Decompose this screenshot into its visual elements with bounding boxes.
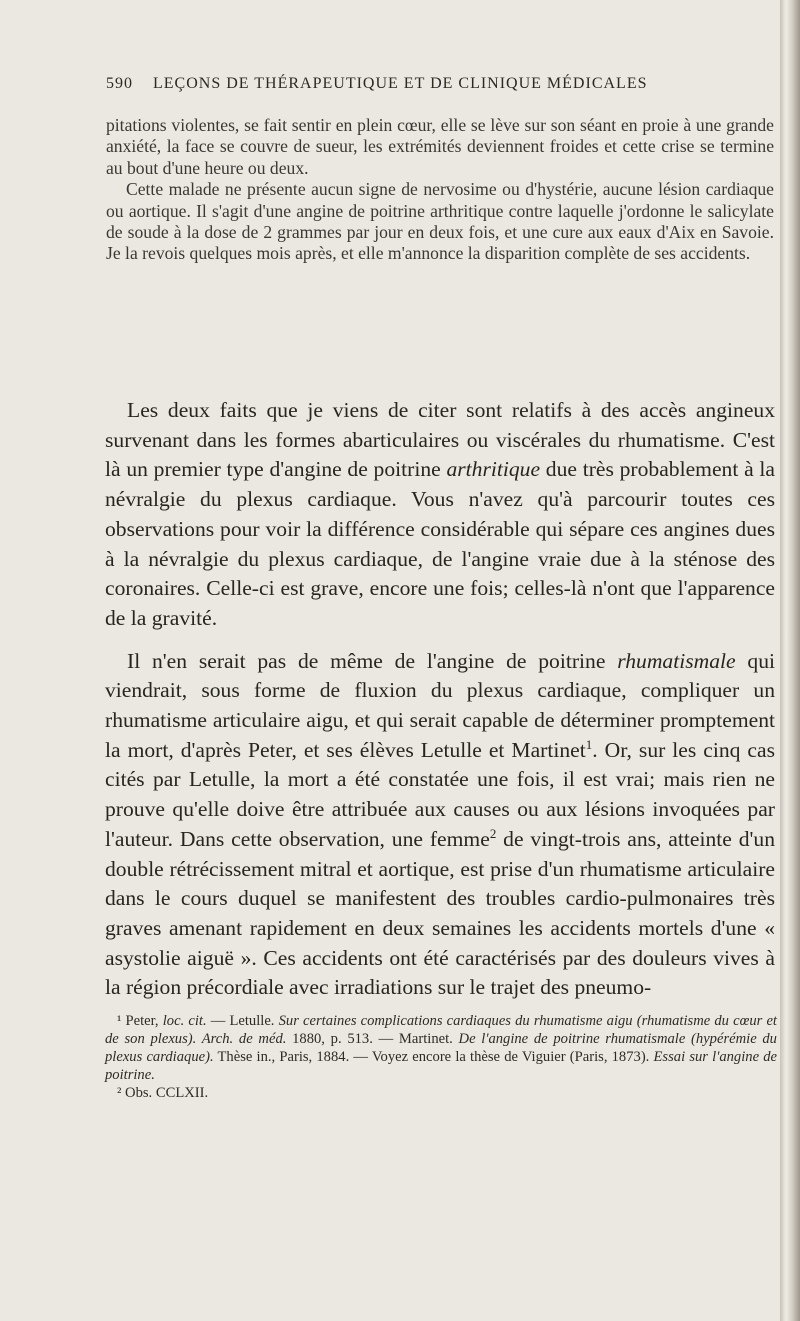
footnote-1-marker: ¹: [117, 1013, 122, 1029]
footnote-1-italic-d: Essai sur l'angine de poitrine.: [105, 1049, 777, 1083]
running-title: LEÇONS DE THÉRAPEUTIQUE ET DE CLINIQUE MÉDICALES: [153, 75, 648, 92]
page-edge: [780, 0, 800, 1321]
small-paragraph-2: Cette malade ne présente aucun signe de nervosime ou d'hystérie, aucune lésion cardiaque ou aortique. Il s'agit d'une angine de poitrine arthritique contre laquelle j'ordonne le salicylate de soude à la dose de 2 grammes par jour en deux fois, et une cure aux eaux d'Aix en Savoie. Je la revois quelques mois après, et elle m'annonce la disparition complète de ses accidents.: [106, 179, 774, 264]
footnote-2-marker: ²: [117, 1085, 122, 1101]
paragraph-rhumatismal-angina: [105, 647, 775, 1003]
footnote-ref-2: 2: [489, 825, 497, 841]
paragraph-1-text-a: Les deux faits que je viens de citer sont relatifs à des accès angineux survenant dans les formes abarticulaires ou viscérales du rhumatisme. C'est là un premier type d'angine de poitrine: [105, 398, 775, 482]
small-print-section: [106, 115, 774, 265]
paragraph-2-text-b: qui viendrait, sous forme de fluxion du plexus cardiaque, compliquer un rhumatisme articulaire aigu, et qui serait capable de déterminer promptement la mort, d'après Peter, et ses élèves Letulle et Martinet: [105, 648, 775, 762]
paragraph-2-text-c: . Or, sur les cinq cas cités par Letulle, la mort a été constatée une fois, il est vrai; mais rien ne prouve qu'elle doive être attribuée aux causes ou aux lésions invoquées par l'auteur. Dans cette observation, une femme: [105, 737, 775, 851]
paragraph-2-italic-rhumatismale: rhumatismale: [617, 648, 736, 673]
running-header: [106, 75, 776, 93]
paragraph-types-of-angina: [105, 396, 775, 634]
footnotes: [105, 1012, 777, 1102]
small-paragraph-1: pitations violentes, se fait sentir en plein cœur, elle se lève sur son séant en proie à une grande anxiété, la face se couvre de sueur, les extrémités deviennent froides et cette crise se termine au bout d'une heure ou deux.: [106, 115, 774, 178]
footnote-ref-1: 1: [585, 736, 593, 752]
footnote-1: [105, 1012, 777, 1084]
footnote-1-italic-a: loc. cit.: [162, 1013, 207, 1029]
footnote-1-text-a: Peter,: [121, 1013, 163, 1029]
footnote-2: [105, 1084, 777, 1102]
footnote-1-text-d: Thèse in., Paris, 1884. — Voyez encore la thèse de Viguier (Paris, 1873).: [213, 1049, 654, 1065]
footnote-1-italic-c: De l'angine de poitrine rhumatismale (hypérémie du plexus cardiaque).: [105, 1031, 777, 1065]
footnote-1-text-c: 1880, p. 513. — Martinet.: [286, 1031, 459, 1047]
paragraph-1-italic-arthritique: arthritique: [446, 457, 541, 482]
paragraph-2-text-d: de vingt-trois ans, atteinte d'un double rétrécissement mitral et aortique, est prise d'un rhumatisme articulaire dans le cours duquel se manifestent des troubles cardio-pulmonaires très graves amenant rapidement en deux semaines les accidents mortels d'une « asystolie aiguë ». Ces accidents ont été caractérisés par des douleurs vives à la région précordiale avec irradiations sur le trajet des pneumo-: [105, 826, 776, 1000]
footnote-1-text-b: — Letulle.: [206, 1013, 279, 1029]
footnote-1-italic-b: Sur certaines complications cardiaques du rhumatisme aigu (rhumatisme du cœur et de son plexus). Arch. de méd.: [105, 1013, 777, 1047]
page-number: 590: [106, 75, 133, 92]
paragraph-1-text-b: due très probablement à la névralgie du plexus cardiaque. Vous n'avez qu'à parcourir toutes ces observations pour voir la différence considérable qui sépare ces angines dues à la névralgie du plexus cardiaque, de l'angine vraie due à la sténose des coronaires. Celle-ci est grave, encore une fois; celles-là n'ont que l'apparence de la gravité.: [105, 457, 775, 630]
main-text: [105, 396, 775, 1003]
paragraph-2-text-a: Il n'en serait pas de même de l'angine de poitrine: [127, 648, 618, 673]
footnote-2-text: Obs. CCLXII.: [121, 1085, 209, 1101]
